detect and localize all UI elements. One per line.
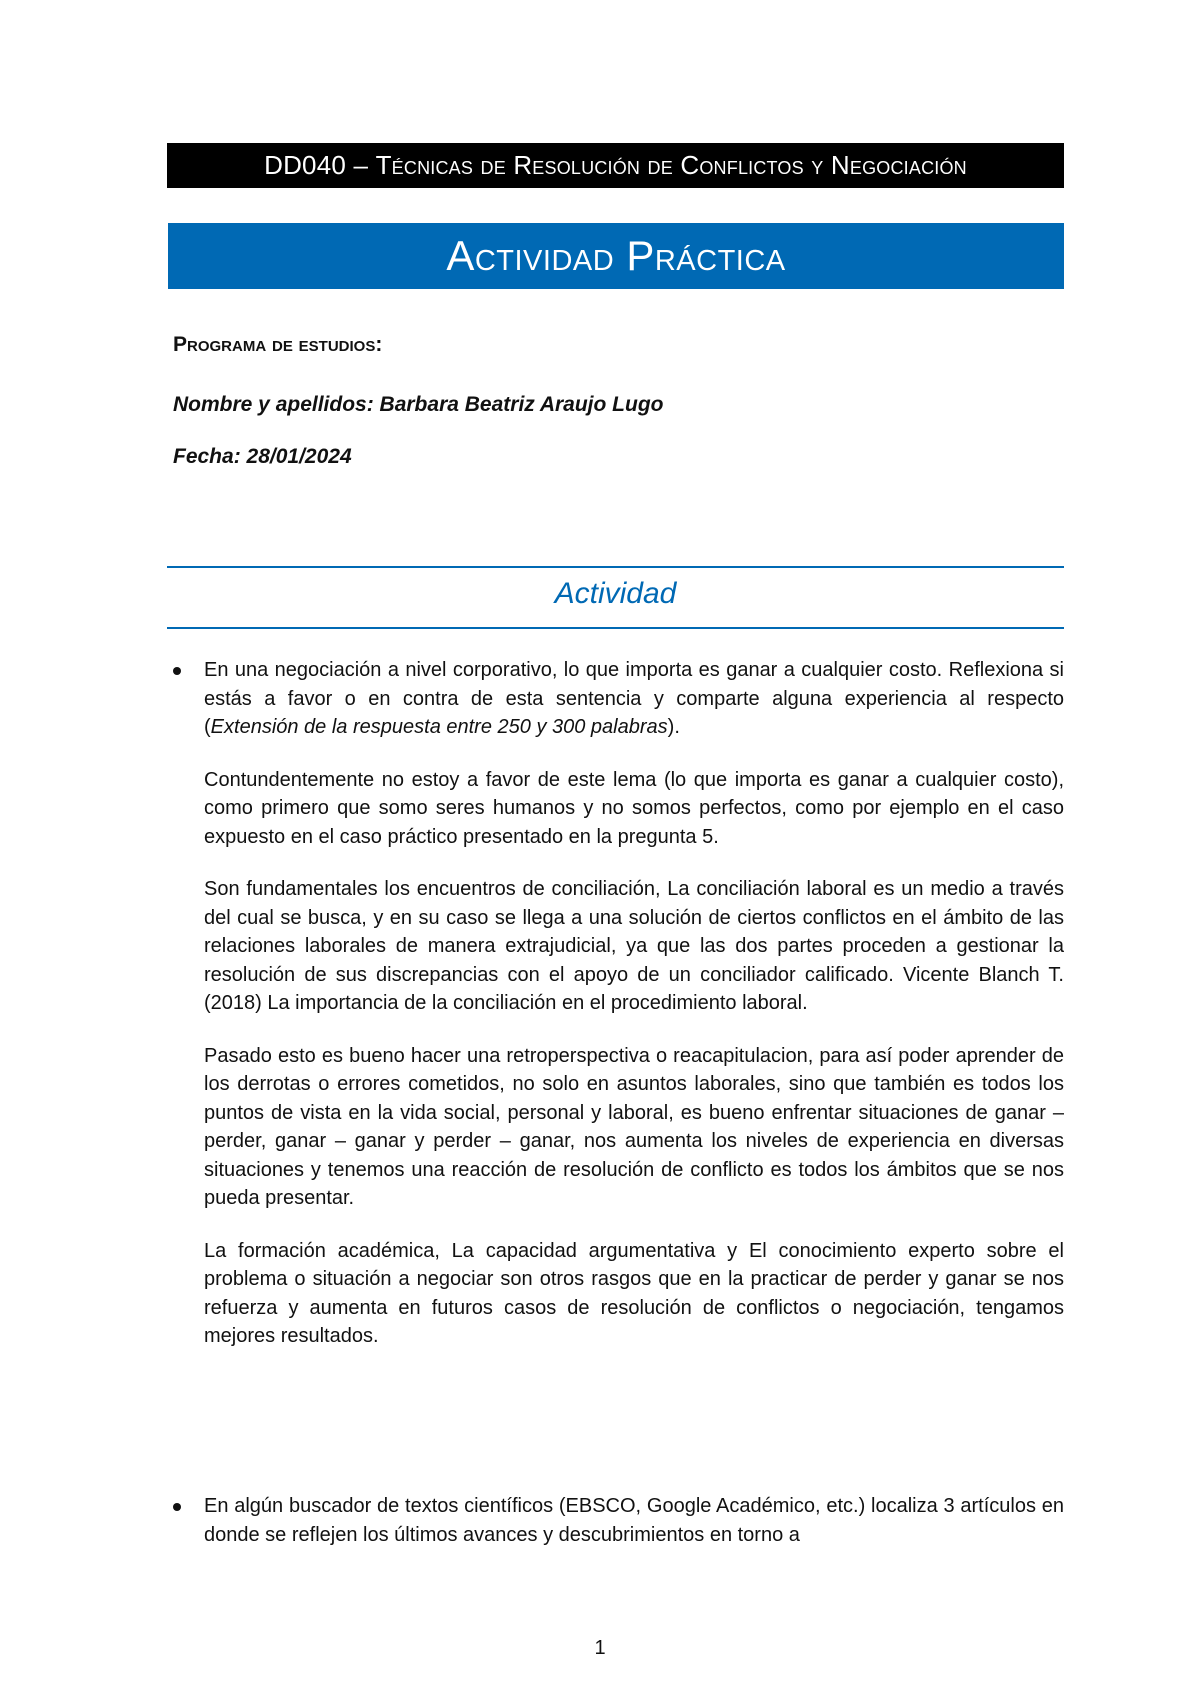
bullet-icon (173, 1503, 181, 1511)
answer-paragraph-2: Son fundamentales los encuentros de conciliación, La conciliación laboral es un medio a través del cual se busca, y en su caso se llega a una solución de ciertos conflictos en el ámbito de las relaciones laborales de manera extrajudicial, ya que las dos partes proceden a gestionar la resolución de sus discrepancias con el apoyo de un conciliador calificado. Vicente Blanch T. (2018) La importancia de la conciliación en el procedimiento laboral. (204, 878, 1064, 1014)
course-code: DD040 – (264, 150, 369, 180)
question-1-prompt (204, 656, 1064, 742)
question-1 (173, 656, 1064, 1351)
answer-paragraph-4: La formación académica, La capacidad argumentativa y El conocimiento experto sobre el problema o situación a negociar son otros rasgos que en la practicar de perder y ganar se nos refuerza y aumenta en futuros casos de resolución de conflictos o negociación, tengamos mejores resultados. (204, 1239, 1064, 1347)
answer-paragraph-1: Contundentemente no estoy a favor de este lema (lo que importa es ganar a cualquier costo), como primero que somo seres humanos y no somos perfectos, como por ejemplo en el caso expuesto en el caso práctico presentado en la pregunta 5. (204, 768, 1064, 848)
section-rule-bottom (167, 627, 1064, 629)
question-2-prompt: En algún buscador de textos científicos (EBSCO, Google Académico, etc.) localiza 3 artículos en donde se reflejen los últimos avances y descubrimientos en torno a (204, 1495, 1064, 1546)
answer-paragraph-3: Pasado esto es bueno hacer una retroperspectiva o reacapitulacion, para así poder aprender de los derrotas o errores cometidos, no solo en asuntos laborales, sino que también es todos los puntos de vista en la vida social, personal y laboral, es bueno enfrentar situaciones de ganar – perder, ganar – ganar y perder – ganar, nos aumenta los niveles de experiencia en diversas situaciones y tenemos una reacción de resolución de conflicto es todos los ámbitos que se nos pueda presentar. (204, 1044, 1064, 1209)
section-rule-top (167, 566, 1064, 568)
bullet-icon (173, 667, 181, 675)
date-field: Fecha: 28/01/2024 (173, 445, 352, 468)
name-field: Nombre y apellidos: Barbara Beatriz Araujo Lugo (173, 393, 664, 416)
question-2 (173, 1492, 1064, 1549)
section-title: Actividad (554, 577, 677, 610)
question-1-prompt-italic: Extensión de la respuesta entre 250 y 300 palabras (210, 716, 668, 738)
question-1-prompt-lead: En una negociación a nivel corporativo, lo que importa es ganar a cualquier costo. Reflexiona si estás a favor o en contra de esta sentencia y comparte alguna experiencia al respecto ( (204, 659, 1064, 738)
page-number: 1 (594, 1637, 606, 1659)
course-title: Técnicas de Resolución de Conflictos y Negociación (375, 150, 967, 180)
program-field: Programa de estudios: (173, 333, 383, 356)
activity-banner: Actividad Práctica (168, 223, 1064, 289)
course-header (167, 143, 1064, 188)
question-1-prompt-tail: ). (667, 716, 680, 738)
